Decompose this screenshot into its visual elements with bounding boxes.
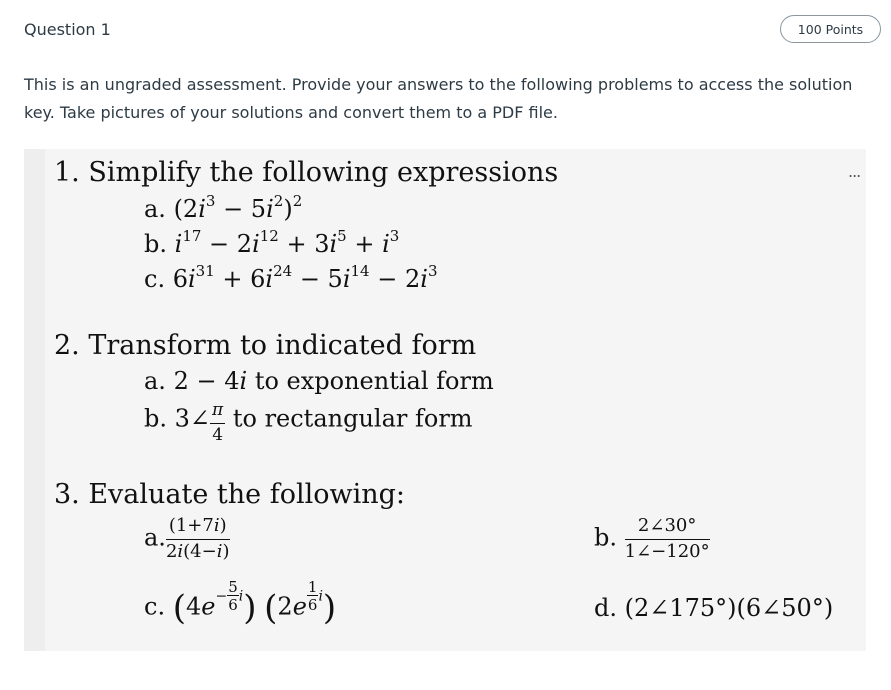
problem-3a-fraction: $\frac{(1+7i)}{2i(4-i)}$ bbox=[165, 515, 230, 562]
problem-2-heading: 2. Transform to indicated form bbox=[54, 330, 477, 361]
instructions-text: This is an ungraded assessment. Provide your answers to the following problems to access the solution key. Take pictures of your solutions and convert them to a PDF file. bbox=[24, 75, 853, 122]
pi-over-4-fraction: $\frac{\pi}{4}$ bbox=[212, 400, 224, 445]
problem-3a bbox=[144, 516, 230, 562]
problem-1a-label: a. bbox=[144, 195, 166, 223]
problem-3d: d. (2∠175°)(6∠50°) bbox=[594, 594, 834, 622]
problem-3c: c. (4e− $\frac{5}{6}$ i) (2e $\frac{1}{6}$ i) bbox=[144, 578, 337, 628]
problem-1a: a. $(2i^3 - 5i^2)^2$ bbox=[144, 192, 303, 223]
question-title: Question 1 bbox=[24, 20, 111, 39]
problem-1b: b. $i^{17} - 2i^{12} + 3i^5 + i^3$ bbox=[144, 227, 400, 258]
problem-3a-label: a. bbox=[144, 523, 166, 552]
problem-2a-text: to exponential form bbox=[254, 367, 494, 395]
problem-2a-label: a. bbox=[144, 367, 166, 395]
problem-2a: a. 2 − 4i to exponential form bbox=[144, 367, 494, 395]
problem-2b-text: to rectangular form bbox=[232, 404, 473, 433]
problem-3b-label: b. bbox=[594, 523, 617, 552]
problem-3b bbox=[594, 516, 710, 562]
problem-1-heading: 1. Simplify the following expressions bbox=[54, 157, 559, 188]
more-options-icon[interactable]: ... bbox=[848, 162, 861, 181]
problem-3b-fraction: $\frac{2\angle 30^\circ}{1\angle-120^\circ}$ bbox=[624, 515, 710, 562]
points-badge: 100 Points bbox=[780, 15, 881, 43]
problem-3-heading: 3. Evaluate the following: bbox=[54, 479, 406, 510]
problem-1c-label: c. bbox=[144, 265, 166, 293]
problem-3d-label: d. bbox=[594, 594, 617, 622]
problem-2b-label: b. bbox=[144, 404, 167, 433]
problem-1c: c. $6i^{31} + 6i^{24} - 5i^{14} - 2i^3$ bbox=[144, 262, 438, 293]
problem-3c-label: c. bbox=[144, 592, 166, 621]
problem-2b: b. 3∠ $\frac{\pi}{4}$ to rectangular form bbox=[144, 400, 473, 445]
problem-1b-label: b. bbox=[144, 230, 167, 258]
